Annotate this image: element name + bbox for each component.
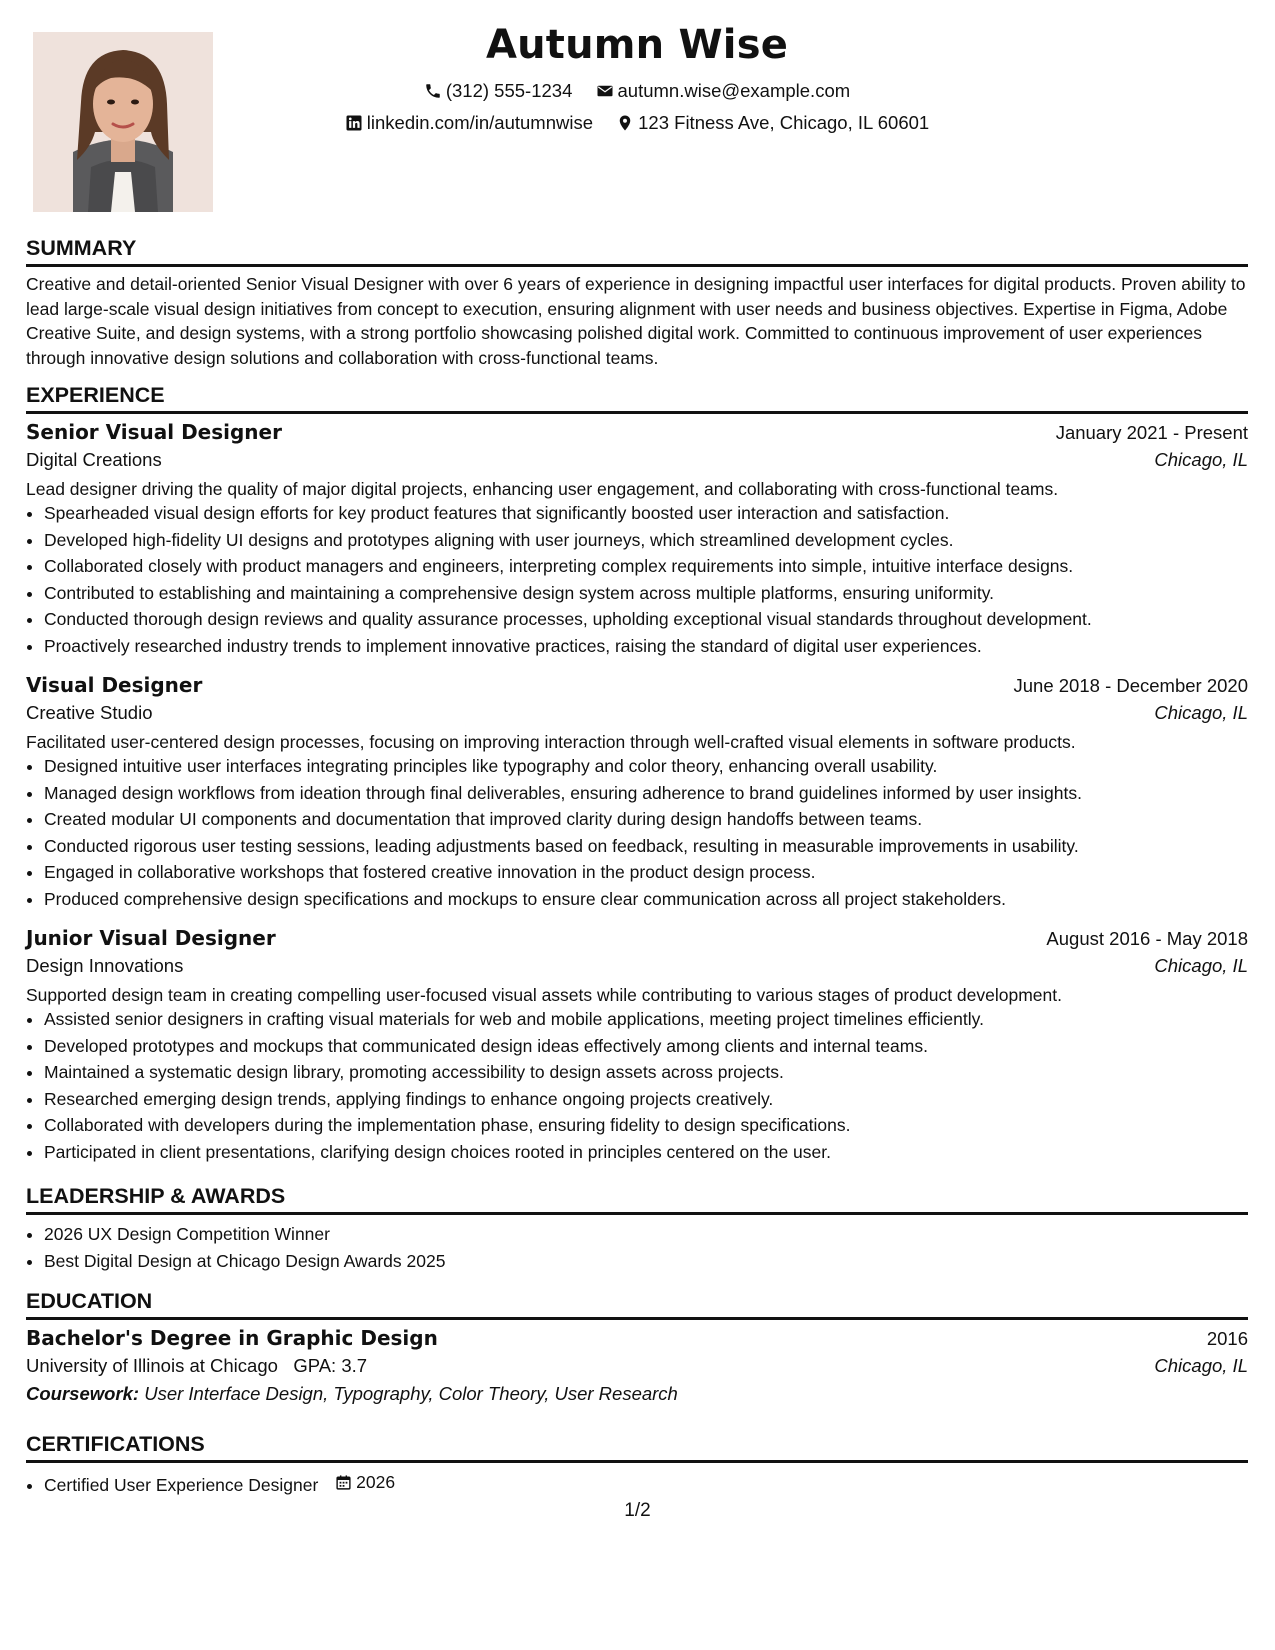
section-title-experience: EXPERIENCE <box>26 383 1248 414</box>
job-description: Lead designer driving the quality of major digital projects, enhancing user engagement, and collaborating with cross-functional teams. <box>26 479 1059 499</box>
certifications-list <box>26 1469 1248 1498</box>
certification-name: Certified User Experience Designer <box>44 1474 319 1495</box>
job-entry <box>26 420 1248 659</box>
summary-text: Creative and detail-oriented Senior Visual Designer with over 6 years of experience in designing impactful user interfaces for digital products. Proven ability to lead large-scale visual design initiatives from concept to execution, ensuring alignment with user needs and business objectives. Expertise in Figma, Adobe Creative Suite, and design systems, with a strong portfolio showcasing polished digital work. Committed to continuous improvement of user experiences through innovative design solutions and collaboration with cross-functional teams. <box>26 274 1246 368</box>
phone-icon <box>424 82 442 100</box>
job-subheader <box>26 702 1248 724</box>
job-company: Creative Studio <box>26 702 153 723</box>
linkedin-text: linkedin.com/in/autumnwise <box>366 112 593 133</box>
list-item: • Conducted thorough design reviews and quality assurance processes, upholding exceptional visual standards throughout development. <box>44 606 1248 633</box>
list-item: • Maintained a systematic design library, promoting accessibility to design assets across projects. <box>44 1059 1248 1086</box>
education-entry <box>26 1326 1248 1405</box>
certification-year: 2026 <box>356 1472 396 1492</box>
list-item: • Conducted rigorous user testing sessions, leading adjustments based on feedback, resulting in measurable improvements in usability. <box>44 833 1248 860</box>
job-entry <box>26 673 1248 912</box>
envelope-icon <box>596 82 614 100</box>
linkedin-icon <box>345 114 363 132</box>
list-item: • Designed intuitive user interfaces integrating principles like typography and color theory, enhancing overall usability. <box>44 753 1248 780</box>
list-item: • Spearheaded visual design efforts for key product features that significantly boosted user interaction and satisfaction. <box>44 500 1248 527</box>
list-item: • Collaborated closely with product managers and engineers, interpreting complex requirements into simple, intuitive interface designs. <box>44 553 1248 580</box>
list-item <box>44 1469 1248 1498</box>
gpa: GPA: 3.7 <box>293 1355 368 1376</box>
list-item: • Engaged in collaborative workshops that fostered creative innovation in the product design process. <box>44 859 1248 886</box>
email-text: autumn.wise@example.com <box>617 80 851 101</box>
education-header <box>26 1326 1248 1350</box>
job-location: Chicago, IL <box>1154 449 1248 470</box>
school-line <box>26 1355 367 1377</box>
list-item: • Developed high-fidelity UI designs and prototypes aligning with user journeys, which streamlined development cycles. <box>44 527 1248 554</box>
list-item: • Proactively researched industry trends to implement innovative practices, raising the standard of digital user experiences. <box>44 633 1248 660</box>
list-item: • Assisted senior designers in crafting visual materials for web and mobile applications, meeting project timelines efficiently. <box>44 1006 1248 1033</box>
school-name: University of Illinois at Chicago <box>26 1355 278 1376</box>
education-subheader <box>26 1355 1248 1377</box>
job-dates: August 2016 - May 2018 <box>1046 928 1248 949</box>
job-subheader <box>26 955 1248 977</box>
awards-list <box>26 1221 1248 1274</box>
calendar-icon <box>335 1474 352 1491</box>
job-bullets <box>26 1006 1248 1165</box>
section-title-leadership: LEADERSHIP & AWARDS <box>26 1184 1248 1215</box>
job-header <box>26 420 1248 444</box>
candidate-name: Autumn Wise <box>485 22 789 68</box>
job-title: Junior Visual Designer <box>26 926 276 950</box>
job-header <box>26 673 1248 697</box>
list-item: • 2026 UX Design Competition Winner <box>44 1221 1248 1248</box>
contact-linkedin[interactable] <box>345 112 593 134</box>
resume-page <box>26 0 1248 1650</box>
list-item: • Developed prototypes and mockups that communicated design ideas effectively among clients and internal teams. <box>44 1033 1248 1060</box>
job-entry <box>26 926 1248 1165</box>
list-item: • Contributed to establishing and maintaining a comprehensive design system across multiple platforms, ensuring uniformity. <box>44 580 1248 607</box>
job-dates: June 2018 - December 2020 <box>1013 675 1248 696</box>
certification-date <box>335 1469 395 1496</box>
coursework-list: User Interface Design, Typography, Color Theory, User Research <box>144 1383 678 1404</box>
list-item: • Researched emerging design trends, applying findings to enhance ongoing projects creatively. <box>44 1086 1248 1113</box>
job-company: Design Innovations <box>26 955 184 976</box>
coursework-label: Coursework: <box>26 1383 140 1404</box>
list-item: • Produced comprehensive design specifications and mockups to ensure clear communication across all project stakeholders. <box>44 886 1248 913</box>
job-dates: January 2021 - Present <box>1055 422 1248 443</box>
contact-phone <box>424 80 573 102</box>
coursework <box>26 1383 1248 1405</box>
list-item: • Best Digital Design at Chicago Design Awards 2025 <box>44 1248 1248 1275</box>
job-description: Supported design team in creating compelling user-focused visual assets while contributing to various stages of product development. <box>26 985 1062 1005</box>
job-company: Digital Creations <box>26 449 162 470</box>
job-bullets <box>26 500 1248 659</box>
job-location: Chicago, IL <box>1154 955 1248 976</box>
job-subheader <box>26 449 1248 471</box>
list-item: • Managed design workflows from ideation through final deliverables, ensuring adherence to brand guidelines informed by user insights. <box>44 780 1248 807</box>
job-description: Facilitated user-centered design processes, focusing on improving interaction through well-crafted visual elements in software products. <box>26 732 1076 752</box>
map-pin-icon <box>616 114 634 132</box>
list-item: • Created modular UI components and documentation that improved clarity during design handoffs between teams. <box>44 806 1248 833</box>
job-title: Senior Visual Designer <box>26 420 282 444</box>
job-title: Visual Designer <box>26 673 203 697</box>
contact-line-2 <box>26 112 1248 137</box>
contact-email[interactable] <box>596 80 851 102</box>
section-title-certifications: CERTIFICATIONS <box>26 1432 1248 1463</box>
phone-text: (312) 555-1234 <box>445 80 573 101</box>
school-location: Chicago, IL <box>1154 1355 1248 1376</box>
address-text: 123 Fitness Ave, Chicago, IL 60601 <box>638 112 930 133</box>
page-number: 1/2 <box>624 1500 651 1521</box>
contact-line-1 <box>26 80 1248 105</box>
graduation-year: 2016 <box>1206 1328 1248 1349</box>
section-title-summary: SUMMARY <box>26 236 1248 267</box>
job-bullets <box>26 753 1248 912</box>
contact-address <box>616 112 929 134</box>
list-item: • Collaborated with developers during the implementation phase, ensuring fidelity to design specifications. <box>44 1112 1248 1139</box>
list-item: • Participated in client presentations, clarifying design choices rooted in principles centered on the user. <box>44 1139 1248 1166</box>
section-title-education: EDUCATION <box>26 1289 1248 1320</box>
job-location: Chicago, IL <box>1154 702 1248 723</box>
degree-name: Bachelor's Degree in Graphic Design <box>26 1326 438 1350</box>
job-header <box>26 926 1248 950</box>
